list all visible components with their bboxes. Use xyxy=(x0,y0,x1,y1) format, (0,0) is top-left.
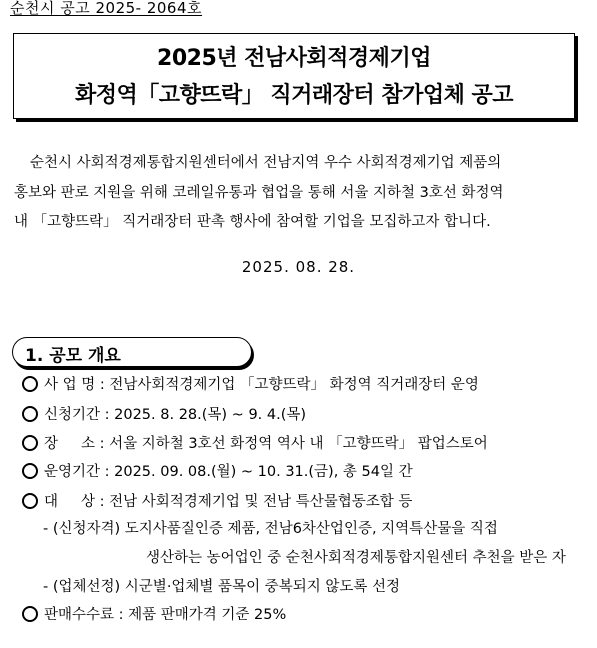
intro-line-2: 홍보와 판로 지원을 위해 코레일유통과 협업을 통해 서울 지하철 3호선 화정역 xyxy=(14,185,504,201)
circle-bullet-icon xyxy=(22,463,38,479)
circle-bullet-icon xyxy=(22,435,38,451)
sub-item-eligibility: - (신청자격) 도지사품질인증 제품, 전남6차산업인증, 지역특산물을 직접 xyxy=(43,521,498,537)
list-item-text: 대 상 : 전남 사회적경제기업 및 전남 특산물협동조합 등 xyxy=(44,494,413,510)
intro-line-3: 내 「고향뜨락」 직거래장터 판촉 행사에 참여할 기업을 모집하고자 합니다. xyxy=(14,214,491,230)
title-box xyxy=(13,33,575,119)
list-item xyxy=(22,490,412,511)
list-item-text: 판매수수료 : 제품 판매가격 기준 25% xyxy=(44,607,287,623)
section-heading xyxy=(12,337,252,367)
circle-bullet-icon xyxy=(22,493,38,509)
circle-bullet-icon xyxy=(22,406,38,422)
list-item xyxy=(22,603,286,624)
circle-bullet-icon xyxy=(22,376,38,392)
list-item-text: 신청기간 : 2025. 8. 28.(목) ~ 9. 4.(목) xyxy=(44,407,307,423)
sub-item-selection: - (업체선정) 시군별·업체별 품목이 중복되지 않도록 선정 xyxy=(43,579,400,595)
list-item-text: 장 소 : 서울 지하철 3호선 화정역 역사 내 「고향뜨락」 팝업스토어 xyxy=(44,436,488,452)
announcement-date: 2025. 08. 28. xyxy=(241,258,356,276)
list-item-text: 운영기간 : 2025. 09. 08.(월) ~ 10. 31.(금), 총 54일 간 xyxy=(44,464,413,480)
section-heading-label: 1. 공모 개요 xyxy=(25,346,121,366)
title-line-1: 2025년 전남사회적경제기업 xyxy=(157,46,431,71)
title-line-2: 화정역「고향뜨락」 직거래장터 참가업체 공고 xyxy=(74,83,513,108)
document-number: 순천시 공고 2025- 2064호 xyxy=(10,0,203,17)
list-item xyxy=(22,460,413,481)
list-item xyxy=(22,432,488,453)
list-item xyxy=(22,373,479,394)
list-item xyxy=(22,403,306,424)
list-item-text: 사 업 명 : 전남사회적경제기업 「고향뜨락」 화정역 직거래장터 운영 xyxy=(44,377,479,393)
circle-bullet-icon xyxy=(22,606,38,622)
intro-line-1: 순천시 사회적경제통합지원센터에서 전남지역 우수 사회적경제기업 제품의 xyxy=(30,155,502,171)
sub-item-eligibility-cont: 생산하는 농어업인 중 순천사회적경제통합지원센터 추천을 받은 자 xyxy=(146,550,566,566)
